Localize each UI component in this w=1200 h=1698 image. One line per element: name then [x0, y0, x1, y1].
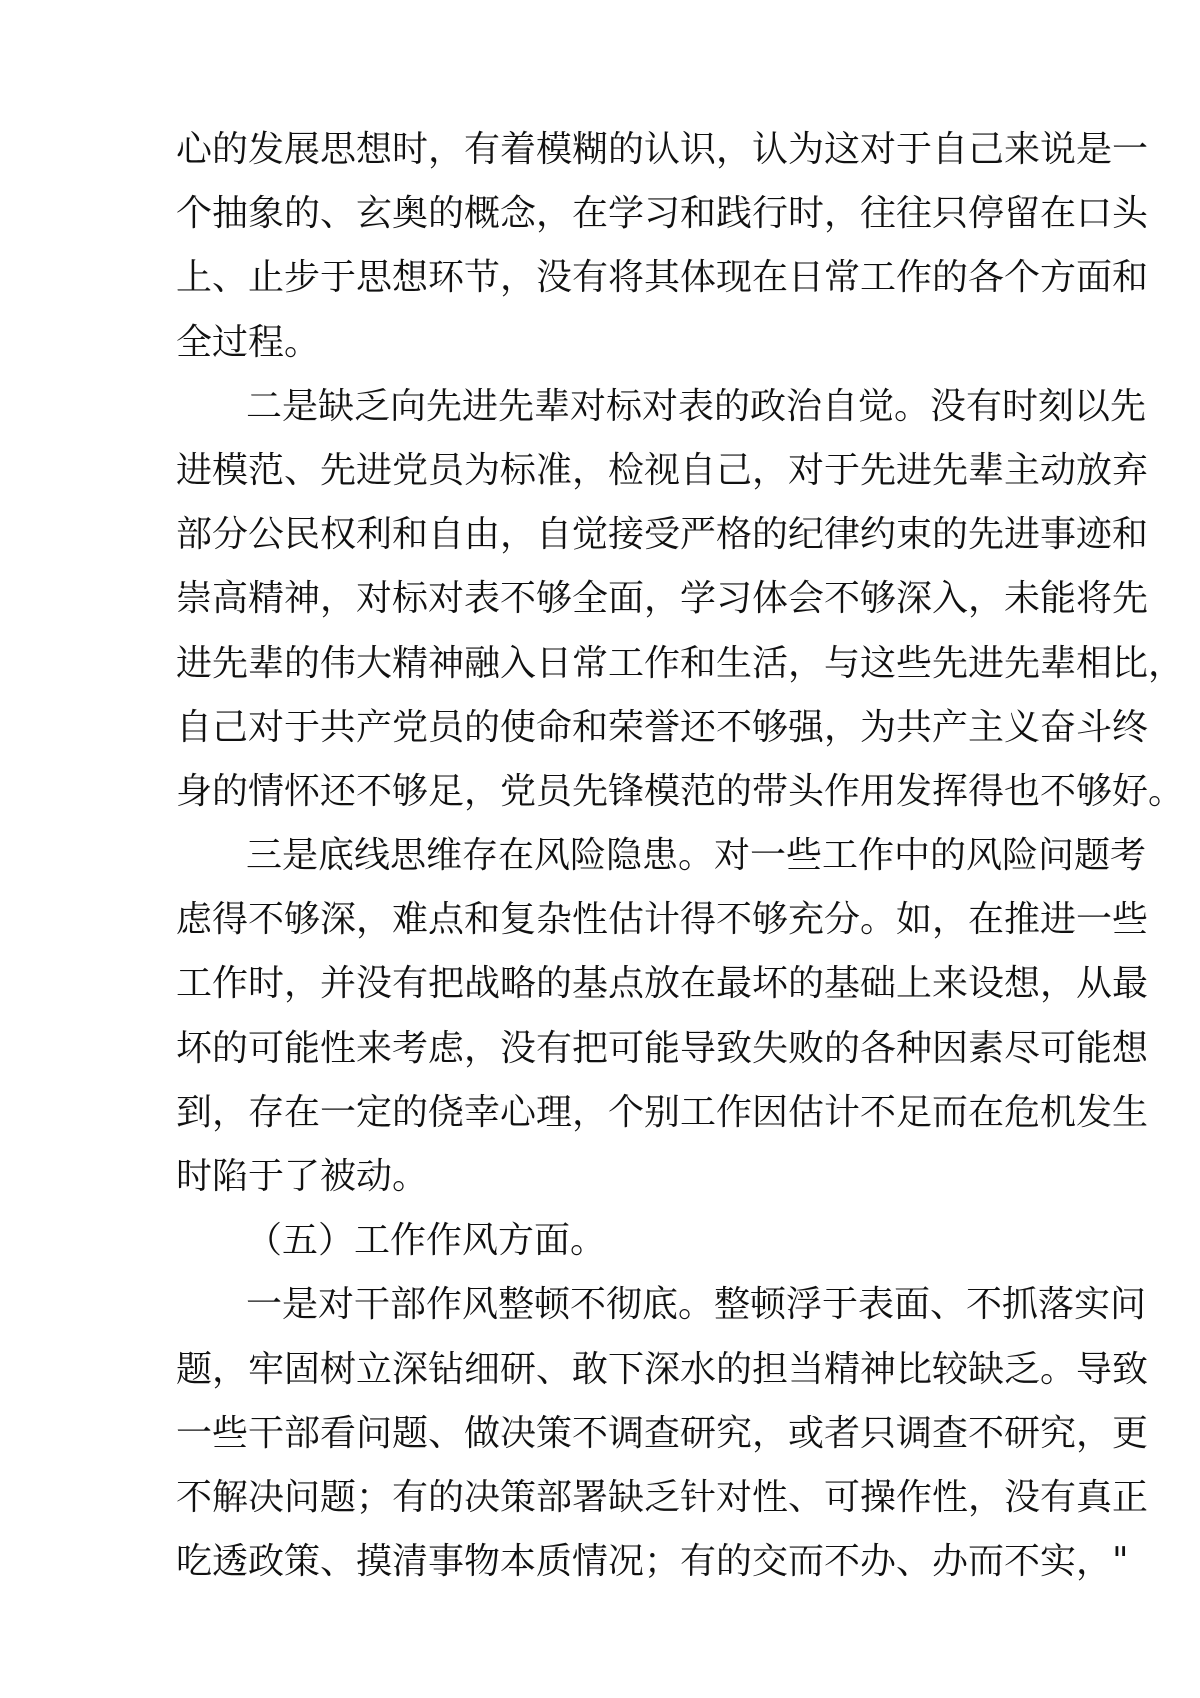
- text-line: 个抽象的、玄奥的概念，在学习和践行时，往往只停留在口头: [176, 193, 1149, 235]
- text-line: 一是对干部作风整顿不彻底。整顿浮于表面、不抓落实问: [246, 1284, 1147, 1326]
- text-line: 三是底线思维存在风险隐患。对一些工作中的风险问题考: [246, 835, 1147, 877]
- heading-line: （五）工作作风方面。: [246, 1220, 607, 1262]
- paragraph-three: [176, 824, 1149, 1209]
- text-line: 自己对于共产党员的使命和荣誉还不够强，为共产主义奋斗终: [176, 706, 1149, 748]
- text-line: 上、止步于思想环节，没有将其体现在日常工作的各个方面和: [176, 257, 1149, 299]
- paragraph-five-one: [176, 1273, 1149, 1594]
- document-body: [176, 118, 1185, 1594]
- text-line: 全过程。: [176, 321, 321, 363]
- text-line: 不解决问题；有的决策部署缺乏针对性、可操作性，没有真正: [176, 1476, 1149, 1518]
- text-line: 进模范、先进党员为标准，检视自己，对于先进先辈主动放弃: [176, 449, 1149, 491]
- text-line: 崇高精神，对标对表不够全面，学习体会不够深入，未能将先: [176, 578, 1149, 620]
- text-line: 虑得不够深，难点和复杂性估计得不够充分。如，在推进一些: [176, 899, 1149, 941]
- text-line: 时陷于了被动。: [176, 1156, 429, 1197]
- paragraph-two: [176, 375, 1185, 824]
- text-line: 吃透政策、摸清事物本质情况；有的交而不办、办而不实，": [176, 1541, 1129, 1583]
- text-line: 身的情怀还不够足，党员先锋模范的带头作用发挥得也不够好。: [176, 770, 1185, 812]
- text-line: 二是缺乏向先进先辈对标对表的政治自觉。没有时刻以先: [246, 385, 1147, 427]
- text-line: 一些干部看问题、做决策不调查研究，或者只调查不研究，更: [176, 1412, 1149, 1454]
- text-line: 到，存在一定的侥幸心理，个别工作因估计不足而在危机发生: [176, 1091, 1149, 1133]
- text-line: 部分公民权利和自由，自觉接受严格的纪律约束的先进事迹和: [176, 514, 1149, 556]
- text-line: 进先辈的伟大精神融入日常工作和生活，与这些先进先辈相比，: [176, 642, 1185, 684]
- text-line: 坏的可能性来考虑，没有把可能导致失败的各种因素尽可能想: [176, 1027, 1149, 1069]
- text-line: 题，牢固树立深钻细研、敢下深水的担当精神比较缺乏。导致: [176, 1348, 1149, 1390]
- text-line: 心的发展思想时，有着模糊的认识，认为这对于自己来说是一: [176, 129, 1149, 170]
- section-heading-five: [176, 1209, 1036, 1273]
- paragraph-continuation: [176, 118, 1149, 375]
- text-line: 工作时，并没有把战略的基点放在最坏的基础上来设想，从最: [176, 963, 1149, 1005]
